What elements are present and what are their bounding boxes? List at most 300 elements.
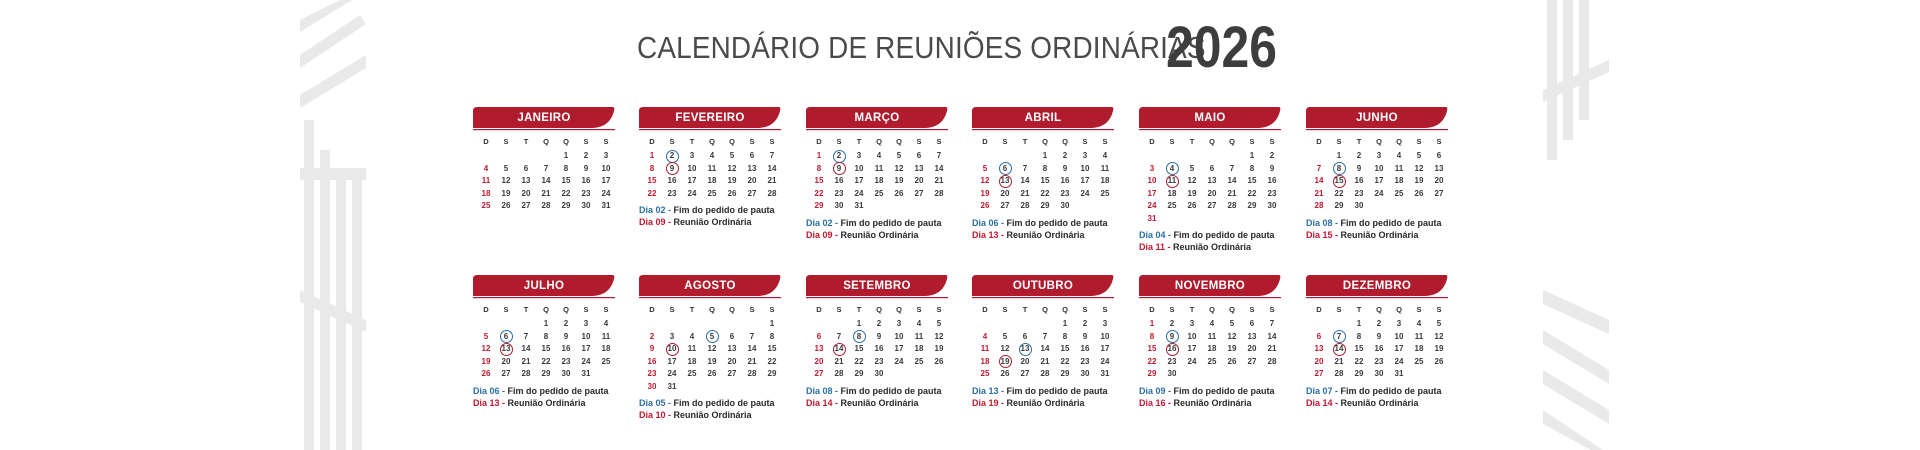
day-cell: 17 bbox=[854, 176, 864, 185]
day-cell: 11 bbox=[601, 331, 611, 341]
day-cell: 28 bbox=[1040, 369, 1050, 378]
weekday-header bbox=[476, 137, 615, 146]
weekday-label: Q bbox=[563, 305, 569, 314]
day-cell: 18 bbox=[707, 176, 717, 185]
day-cell: 11 bbox=[707, 163, 717, 173]
weekday-label: S bbox=[1169, 305, 1175, 314]
weekday-label: Q bbox=[876, 305, 882, 314]
day-cell-meeting: 14 bbox=[829, 343, 849, 356]
weekday-label: T bbox=[1356, 137, 1362, 146]
day-cell: 21 bbox=[1334, 356, 1344, 366]
note-day-label: Dia 15 - bbox=[1306, 229, 1341, 240]
day-cell: 1 bbox=[1356, 319, 1362, 328]
day-cell: 15 bbox=[854, 344, 864, 353]
month-7 bbox=[473, 275, 615, 409]
weekday-header bbox=[642, 137, 781, 146]
day-cell: 19 bbox=[1414, 176, 1424, 185]
weekday-label: Q bbox=[896, 305, 902, 314]
note-reuniao bbox=[806, 397, 948, 409]
note-day-label: Dia 09 - bbox=[639, 217, 674, 227]
month-header bbox=[806, 275, 948, 299]
day-cell: 8 bbox=[1062, 331, 1068, 341]
day-cell: 21 bbox=[1020, 188, 1030, 198]
month-name: JUNHO bbox=[1356, 112, 1398, 124]
day-cell: 29 bbox=[541, 369, 551, 378]
note-day-label: Dia 13 - bbox=[972, 385, 1007, 396]
note-text: Fim do pedido de pauta bbox=[673, 205, 775, 215]
weekday-label: D bbox=[816, 137, 822, 146]
day-cell: 22 bbox=[647, 188, 657, 198]
day-cell: 7 bbox=[1042, 331, 1048, 341]
weekday-label: D bbox=[649, 305, 655, 314]
day-cell: 1 bbox=[1149, 319, 1155, 328]
day-cell: 15 bbox=[1247, 176, 1257, 185]
day-cell: 6 bbox=[816, 331, 822, 341]
note-pauta bbox=[1306, 385, 1448, 397]
day-cell: 30 bbox=[1354, 201, 1364, 210]
day-cell: 5 bbox=[503, 163, 509, 173]
day-cell: 3 bbox=[856, 151, 862, 160]
day-cell: 13 bbox=[521, 176, 531, 185]
weekday-label: S bbox=[1269, 137, 1275, 146]
month-12 bbox=[1306, 275, 1448, 409]
day-cell: 21 bbox=[1227, 188, 1237, 198]
weekday-label: D bbox=[816, 305, 822, 314]
empty-cell bbox=[1309, 318, 1329, 331]
month-header bbox=[972, 107, 1114, 131]
note-reuniao bbox=[473, 397, 615, 409]
day-cell: 20 bbox=[1314, 356, 1324, 366]
note-text: Fim do pedido de pauta bbox=[1173, 230, 1275, 240]
day-cell: 7 bbox=[749, 331, 755, 341]
note-reuniao bbox=[639, 409, 781, 421]
month-name: AGOSTO bbox=[684, 280, 736, 292]
day-cell: 26 bbox=[707, 369, 717, 378]
weekday-label: S bbox=[1416, 305, 1422, 314]
day-cell: 9 bbox=[1082, 331, 1088, 341]
month-notes bbox=[1139, 229, 1281, 253]
day-cell: 8 bbox=[543, 331, 549, 341]
day-cell: 9 bbox=[649, 344, 655, 353]
day-cell: 4 bbox=[1416, 319, 1422, 328]
weekday-label: S bbox=[916, 305, 922, 314]
day-cell: 19 bbox=[1187, 188, 1197, 198]
day-cell-meeting: 15 bbox=[1329, 175, 1349, 188]
weekday-label: S bbox=[836, 137, 842, 146]
day-cell: 7 bbox=[769, 151, 775, 160]
note-pauta bbox=[972, 217, 1114, 229]
day-cell: 8 bbox=[1356, 331, 1362, 341]
day-cell: 30 bbox=[1267, 201, 1277, 210]
day-cell: 11 bbox=[1100, 163, 1110, 173]
note-reuniao bbox=[1306, 229, 1448, 241]
day-cell: 6 bbox=[1316, 331, 1322, 341]
day-cell: 16 bbox=[1374, 344, 1384, 353]
day-cell-pauta-deadline: 7 bbox=[1329, 331, 1349, 344]
weekday-label: Q bbox=[1209, 137, 1215, 146]
weekday-header bbox=[1142, 137, 1281, 146]
day-grid bbox=[476, 318, 615, 381]
weekday-label: S bbox=[1102, 137, 1108, 146]
weekday-header bbox=[975, 137, 1114, 146]
day-cell: 24 bbox=[601, 188, 611, 198]
day-cell: 20 bbox=[814, 356, 824, 366]
weekday-label: S bbox=[836, 305, 842, 314]
day-cell: 6 bbox=[1022, 331, 1028, 341]
day-cell-meeting: 13 bbox=[995, 175, 1015, 188]
day-grid bbox=[975, 150, 1114, 213]
weekday-header bbox=[642, 305, 781, 314]
day-grid bbox=[1309, 150, 1448, 213]
month-header bbox=[1306, 107, 1448, 131]
day-cell: 4 bbox=[1396, 151, 1402, 160]
day-cell: 7 bbox=[543, 163, 549, 173]
day-cell: 21 bbox=[1040, 356, 1050, 366]
day-cell: 22 bbox=[1147, 356, 1157, 366]
empty-cell bbox=[995, 150, 1015, 163]
month-notes bbox=[806, 385, 948, 409]
month-name: JULHO bbox=[523, 280, 565, 292]
note-text: Fim do pedido de pauta bbox=[1340, 385, 1442, 396]
day-cell: 9 bbox=[1062, 163, 1068, 173]
note-pauta bbox=[972, 385, 1114, 397]
month-10 bbox=[972, 275, 1114, 409]
weekday-label: T bbox=[523, 137, 529, 146]
day-cell: 8 bbox=[769, 331, 775, 341]
day-cell: 3 bbox=[1396, 319, 1402, 328]
day-cell: 1 bbox=[1062, 319, 1068, 328]
day-cell: 25 bbox=[707, 188, 717, 198]
day-cell: 26 bbox=[1000, 369, 1010, 378]
empty-cell bbox=[1142, 150, 1162, 163]
day-cell: 28 bbox=[521, 369, 531, 378]
day-cell: 13 bbox=[1314, 344, 1324, 353]
day-cell: 19 bbox=[1434, 344, 1444, 353]
day-cell: 22 bbox=[561, 188, 571, 198]
empty-cell bbox=[995, 318, 1015, 331]
note-day-label: Dia 09 - bbox=[806, 229, 841, 240]
weekday-label: T bbox=[689, 137, 695, 146]
weekday-label: S bbox=[1082, 305, 1088, 314]
day-cell: 27 bbox=[1020, 369, 1030, 378]
day-cell: 18 bbox=[914, 344, 924, 353]
day-cell: 15 bbox=[1060, 344, 1070, 353]
weekday-label: Q bbox=[896, 137, 902, 146]
note-reuniao bbox=[639, 216, 781, 228]
day-cell: 24 bbox=[854, 188, 864, 198]
day-cell: 9 bbox=[1269, 163, 1275, 173]
day-cell: 25 bbox=[1100, 188, 1110, 198]
note-pauta bbox=[806, 385, 948, 397]
day-cell: 28 bbox=[541, 201, 551, 210]
month-notes bbox=[639, 204, 781, 228]
day-cell: 16 bbox=[581, 176, 591, 185]
day-cell: 23 bbox=[1354, 188, 1364, 198]
note-pauta bbox=[1306, 217, 1448, 229]
day-cell: 21 bbox=[747, 356, 757, 366]
month-header bbox=[972, 275, 1114, 299]
month-4 bbox=[972, 107, 1114, 241]
weekday-label: S bbox=[1436, 137, 1442, 146]
day-cell: 14 bbox=[541, 176, 551, 185]
weekday-label: T bbox=[1022, 305, 1028, 314]
day-cell: 10 bbox=[894, 331, 904, 341]
day-cell-meeting: 11 bbox=[1162, 175, 1182, 188]
day-cell: 27 bbox=[1314, 369, 1324, 378]
day-cell-pauta-deadline: 8 bbox=[1329, 163, 1349, 176]
day-cell: 14 bbox=[1227, 176, 1237, 185]
note-day-label: Dia 13 - bbox=[473, 397, 508, 408]
weekday-label: S bbox=[1002, 137, 1008, 146]
weekday-label: Q bbox=[876, 137, 882, 146]
day-cell: 26 bbox=[727, 188, 737, 198]
weekday-label: Q bbox=[729, 137, 735, 146]
day-cell: 1 bbox=[563, 151, 569, 160]
weekday-label: T bbox=[1189, 137, 1195, 146]
note-day-label: Dia 04 - bbox=[1139, 230, 1174, 240]
day-cell: 16 bbox=[1354, 176, 1364, 185]
empty-cell bbox=[975, 318, 995, 331]
month-9 bbox=[806, 275, 948, 409]
day-cell: 10 bbox=[581, 331, 591, 341]
day-cell: 27 bbox=[1207, 201, 1217, 210]
day-cell: 22 bbox=[814, 188, 824, 198]
weekday-label: Q bbox=[1042, 305, 1048, 314]
day-cell: 7 bbox=[936, 151, 942, 160]
day-cell: 13 bbox=[1207, 176, 1217, 185]
day-cell: 28 bbox=[1334, 369, 1344, 378]
weekday-label: S bbox=[769, 305, 775, 314]
day-cell: 1 bbox=[1042, 151, 1048, 160]
day-cell: 11 bbox=[1394, 163, 1404, 173]
day-cell: 5 bbox=[1416, 151, 1422, 160]
day-cell: 6 bbox=[749, 151, 755, 160]
day-cell: 22 bbox=[854, 356, 864, 366]
weekday-header bbox=[809, 137, 948, 146]
day-cell: 22 bbox=[1354, 356, 1364, 366]
note-day-label: Dia 08 - bbox=[1306, 217, 1341, 228]
weekday-label: S bbox=[1269, 305, 1275, 314]
month-name: FEVEREIRO bbox=[675, 112, 745, 124]
day-cell: 18 bbox=[1167, 188, 1177, 198]
note-text: Reunião Ordinária bbox=[507, 397, 586, 408]
empty-cell bbox=[1015, 150, 1035, 163]
weekday-label: Q bbox=[1042, 137, 1048, 146]
day-cell: 8 bbox=[1249, 163, 1255, 173]
day-cell: 26 bbox=[934, 356, 944, 366]
weekday-label: D bbox=[982, 137, 988, 146]
day-cell: 5 bbox=[1189, 163, 1195, 173]
day-cell: 28 bbox=[1267, 356, 1277, 366]
weekday-label: Q bbox=[1229, 137, 1235, 146]
note-day-label: Dia 02 - bbox=[639, 205, 674, 215]
day-cell: 15 bbox=[767, 344, 777, 353]
day-cell: 3 bbox=[1082, 151, 1088, 160]
day-grid bbox=[1309, 318, 1448, 381]
day-cell: 20 bbox=[501, 356, 511, 366]
empty-cell bbox=[516, 150, 536, 163]
day-cell: 25 bbox=[687, 369, 697, 378]
weekday-label: S bbox=[503, 137, 509, 146]
month-header bbox=[473, 107, 615, 131]
weekday-label: S bbox=[1336, 137, 1342, 146]
day-cell: 18 bbox=[687, 356, 697, 366]
weekday-label: S bbox=[583, 305, 589, 314]
day-cell: 9 bbox=[1376, 331, 1382, 341]
day-cell: 4 bbox=[689, 331, 695, 341]
weekday-label: S bbox=[1169, 137, 1175, 146]
empty-cell bbox=[1202, 150, 1222, 163]
note-day-label: Dia 11 - bbox=[1139, 242, 1174, 252]
day-cell: 28 bbox=[767, 188, 777, 198]
weekday-label: S bbox=[603, 305, 609, 314]
day-cell: 12 bbox=[934, 331, 944, 341]
day-cell: 5 bbox=[982, 163, 988, 173]
day-cell: 17 bbox=[1147, 188, 1157, 198]
day-cell: 19 bbox=[501, 188, 511, 198]
day-cell: 24 bbox=[581, 356, 591, 366]
day-cell: 24 bbox=[1080, 188, 1090, 198]
day-cell: 11 bbox=[1414, 331, 1424, 341]
weekday-label: Q bbox=[1062, 137, 1068, 146]
weekday-label: D bbox=[483, 305, 489, 314]
day-cell: 11 bbox=[874, 163, 884, 173]
note-pauta bbox=[639, 397, 781, 409]
day-cell: 1 bbox=[856, 319, 862, 328]
day-cell: 29 bbox=[1060, 369, 1070, 378]
day-cell: 14 bbox=[521, 344, 531, 353]
weekday-label: S bbox=[936, 137, 942, 146]
day-cell: 16 bbox=[1060, 176, 1070, 185]
day-cell: 26 bbox=[501, 201, 511, 210]
empty-cell bbox=[975, 150, 995, 163]
empty-cell bbox=[682, 318, 702, 331]
empty-cell bbox=[809, 318, 829, 331]
weekday-label: S bbox=[669, 305, 675, 314]
day-cell: 27 bbox=[501, 369, 511, 378]
note-text: Fim do pedido de pauta bbox=[840, 217, 942, 228]
day-cell: 2 bbox=[563, 319, 569, 328]
empty-cell bbox=[476, 150, 496, 163]
day-cell: 3 bbox=[583, 319, 589, 328]
day-cell: 2 bbox=[1356, 151, 1362, 160]
day-cell: 16 bbox=[1080, 344, 1090, 353]
day-cell: 15 bbox=[561, 176, 571, 185]
day-cell: 18 bbox=[1414, 344, 1424, 353]
note-text: Fim do pedido de pauta bbox=[1006, 217, 1108, 228]
day-cell-pauta-deadline: 4 bbox=[1162, 163, 1182, 176]
month-header bbox=[1139, 107, 1281, 131]
day-cell: 31 bbox=[854, 201, 864, 210]
day-cell: 17 bbox=[581, 344, 591, 353]
day-cell: 21 bbox=[767, 176, 777, 185]
month-header bbox=[806, 107, 948, 131]
day-cell: 10 bbox=[1187, 331, 1197, 341]
day-cell: 10 bbox=[601, 163, 611, 173]
weekday-label: S bbox=[503, 305, 509, 314]
day-cell: 20 bbox=[1020, 356, 1030, 366]
month-name: OUTUBRO bbox=[1012, 280, 1074, 292]
day-cell: 4 bbox=[916, 319, 922, 328]
day-cell: 3 bbox=[669, 331, 675, 341]
empty-cell bbox=[1329, 318, 1349, 331]
note-day-label: Dia 05 - bbox=[639, 398, 674, 408]
day-cell: 24 bbox=[1147, 201, 1157, 210]
day-cell: 7 bbox=[1269, 319, 1275, 328]
day-cell: 26 bbox=[481, 369, 491, 378]
note-pauta bbox=[473, 385, 615, 397]
note-text: Reunião Ordinária bbox=[673, 410, 752, 420]
day-cell: 13 bbox=[1434, 163, 1444, 173]
note-text: Reunião Ordinária bbox=[1006, 229, 1085, 240]
weekday-header bbox=[1309, 137, 1448, 146]
day-cell: 17 bbox=[1374, 176, 1384, 185]
day-cell: 2 bbox=[1169, 319, 1175, 328]
note-reuniao bbox=[972, 397, 1114, 409]
day-cell: 28 bbox=[1020, 201, 1030, 210]
empty-cell bbox=[642, 318, 662, 331]
weekday-label: S bbox=[749, 305, 755, 314]
day-cell: 24 bbox=[894, 356, 904, 366]
weekday-label: D bbox=[982, 305, 988, 314]
weekday-label: T bbox=[856, 137, 862, 146]
day-cell: 22 bbox=[767, 356, 777, 366]
note-day-label: Dia 14 - bbox=[1306, 397, 1341, 408]
day-cell: 23 bbox=[647, 369, 657, 378]
day-cell: 11 bbox=[914, 331, 924, 341]
weekday-label: T bbox=[689, 305, 695, 314]
empty-cell bbox=[516, 318, 536, 331]
day-cell: 28 bbox=[834, 369, 844, 378]
empty-cell bbox=[1035, 318, 1055, 331]
day-cell: 7 bbox=[1022, 163, 1028, 173]
day-cell: 20 bbox=[1207, 188, 1217, 198]
day-cell: 12 bbox=[1414, 163, 1424, 173]
weekday-label: Q bbox=[1229, 305, 1235, 314]
day-cell: 23 bbox=[1060, 188, 1070, 198]
note-text: Fim do pedido de pauta bbox=[507, 385, 609, 396]
weekday-header bbox=[809, 305, 948, 314]
day-cell: 9 bbox=[563, 331, 569, 341]
day-cell: 19 bbox=[1227, 344, 1237, 353]
day-cell-meeting: 16 bbox=[1162, 343, 1182, 356]
note-text: Reunião Ordinária bbox=[840, 397, 919, 408]
day-cell: 16 bbox=[667, 176, 677, 185]
day-cell: 23 bbox=[1374, 356, 1384, 366]
day-cell: 4 bbox=[603, 319, 609, 328]
day-cell: 12 bbox=[1434, 331, 1444, 341]
day-cell-meeting: 9 bbox=[662, 163, 682, 176]
day-cell: 23 bbox=[561, 356, 571, 366]
day-cell: 4 bbox=[709, 151, 715, 160]
day-cell: 22 bbox=[541, 356, 551, 366]
day-cell: 16 bbox=[1267, 176, 1277, 185]
weekday-label: S bbox=[583, 137, 589, 146]
month-1 bbox=[473, 107, 615, 213]
day-cell: 20 bbox=[914, 176, 924, 185]
note-reuniao bbox=[1139, 397, 1281, 409]
day-cell: 4 bbox=[1209, 319, 1215, 328]
weekday-label: D bbox=[1316, 137, 1322, 146]
day-cell: 25 bbox=[481, 201, 491, 210]
day-cell: 22 bbox=[1060, 356, 1070, 366]
weekday-label: Q bbox=[1376, 305, 1382, 314]
weekday-label: D bbox=[1149, 137, 1155, 146]
day-cell: 25 bbox=[1414, 356, 1424, 366]
day-cell: 26 bbox=[894, 188, 904, 198]
day-cell: 21 bbox=[1314, 188, 1324, 198]
weekday-label: S bbox=[916, 137, 922, 146]
